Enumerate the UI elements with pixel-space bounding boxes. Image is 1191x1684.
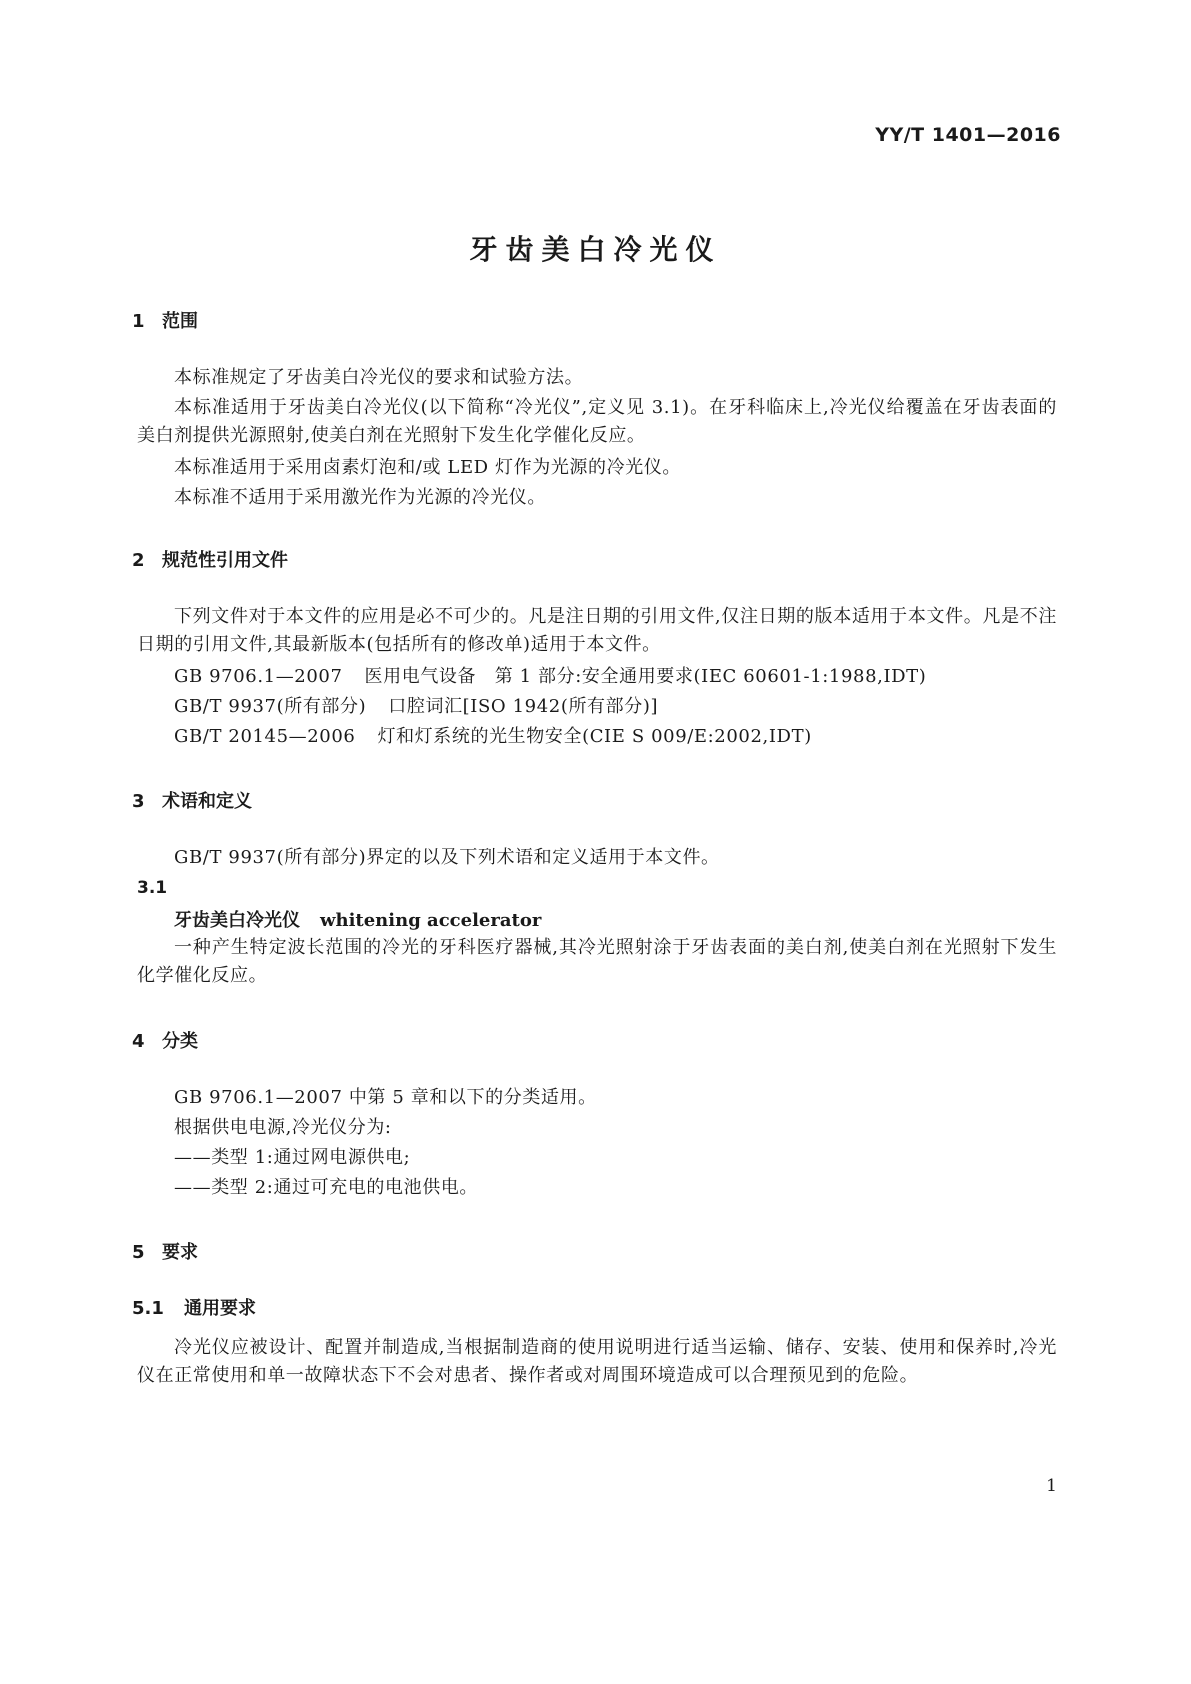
section-heading-classification: [132, 1027, 198, 1053]
term-entry: [174, 906, 541, 932]
section-heading-scope: [132, 307, 198, 333]
reference-item: [174, 723, 812, 751]
section-title: 分类: [162, 1031, 198, 1052]
classification-list-item: ——类型 1:通过网电源供电;: [174, 1147, 411, 1168]
scope-paragraph: 本标准不适用于采用激光作为光源的冷光仪。: [174, 487, 546, 508]
scope-paragraph: 本标准适用于牙齿美白冷光仪(以下简称“冷光仪”,定义见 3.1)。在牙科临床上,冷光仪给覆盖在牙齿表面的美白剂提供光源照射,使美白剂在光照射下发生化学催化反应。: [137, 397, 1057, 446]
section-title: 要求: [162, 1242, 198, 1263]
term-number: 3.1: [137, 878, 168, 898]
terms-intro: GB/T 9937(所有部分)界定的以及下列术语和定义适用于本文件。: [174, 847, 720, 868]
reference-item: [174, 663, 926, 691]
reference-title: 医用电气设备 第 1 部分:安全通用要求(IEC 60601-1:1988,IDT): [364, 666, 927, 687]
section-number: 4: [132, 1031, 145, 1052]
subsection-heading-general-requirements: [132, 1294, 256, 1320]
section-title: 范围: [162, 311, 198, 332]
reference-title: 口腔词汇[ISO 1942(所有部分)]: [388, 696, 659, 717]
reference-code: GB/T 20145—2006: [174, 726, 356, 747]
section-heading-normative-references: [132, 546, 288, 572]
scope-paragraph: 本标准适用于采用卤素灯泡和/或 LED 灯作为光源的冷光仪。: [174, 457, 682, 478]
subsection-title: 通用要求: [184, 1298, 256, 1319]
scope-paragraph: 本标准规定了牙齿美白冷光仪的要求和试验方法。: [174, 367, 584, 388]
normative-refs-intro: 下列文件对于本文件的应用是必不可少的。凡是注日期的引用文件,仅注日期的版本适用于本文件。凡是不注日期的引用文件,其最新版本(包括所有的修改单)适用于本文件。: [137, 606, 1057, 655]
classification-line: 根据供电电源,冷光仪分为:: [174, 1117, 392, 1138]
section-number: 2: [132, 550, 145, 571]
reference-title: 灯和灯系统的光生物安全(CIE S 009/E:2002,IDT): [377, 726, 812, 747]
term-english: whitening accelerator: [320, 910, 542, 931]
document-title: 牙齿美白冷光仪: [469, 233, 722, 266]
page-number: 1: [1046, 1476, 1057, 1496]
general-requirements-paragraph: 冷光仪应被设计、配置并制造成,当根据制造商的使用说明进行适当运输、储存、安装、使用和保养时,冷光仪在正常使用和单一故障状态下不会对患者、操作者或对周围环境造成可以合理预见到的危险。: [137, 1337, 1057, 1386]
subsection-number: 5.1: [132, 1298, 164, 1319]
standard-code: YY/T 1401—2016: [875, 124, 1061, 146]
reference-code: GB 9706.1—2007: [174, 666, 343, 687]
section-title: 规范性引用文件: [162, 550, 288, 571]
term-definition: 一种产生特定波长范围的冷光的牙科医疗器械,其冷光照射涂于牙齿表面的美白剂,使美白剂在光照射下发生化学催化反应。: [137, 937, 1057, 986]
section-heading-requirements: [132, 1238, 198, 1264]
term-chinese: 牙齿美白冷光仪: [174, 910, 300, 931]
section-number: 5: [132, 1242, 145, 1263]
section-number: 1: [132, 311, 145, 332]
reference-item: [174, 693, 658, 721]
reference-code: GB/T 9937(所有部分): [174, 696, 367, 717]
classification-list-item: ——类型 2:通过可充电的电池供电。: [174, 1177, 479, 1198]
classification-line: GB 9706.1—2007 中第 5 章和以下的分类适用。: [174, 1087, 597, 1108]
section-title: 术语和定义: [162, 791, 252, 812]
section-heading-terms: [132, 787, 252, 813]
section-number: 3: [132, 791, 145, 812]
